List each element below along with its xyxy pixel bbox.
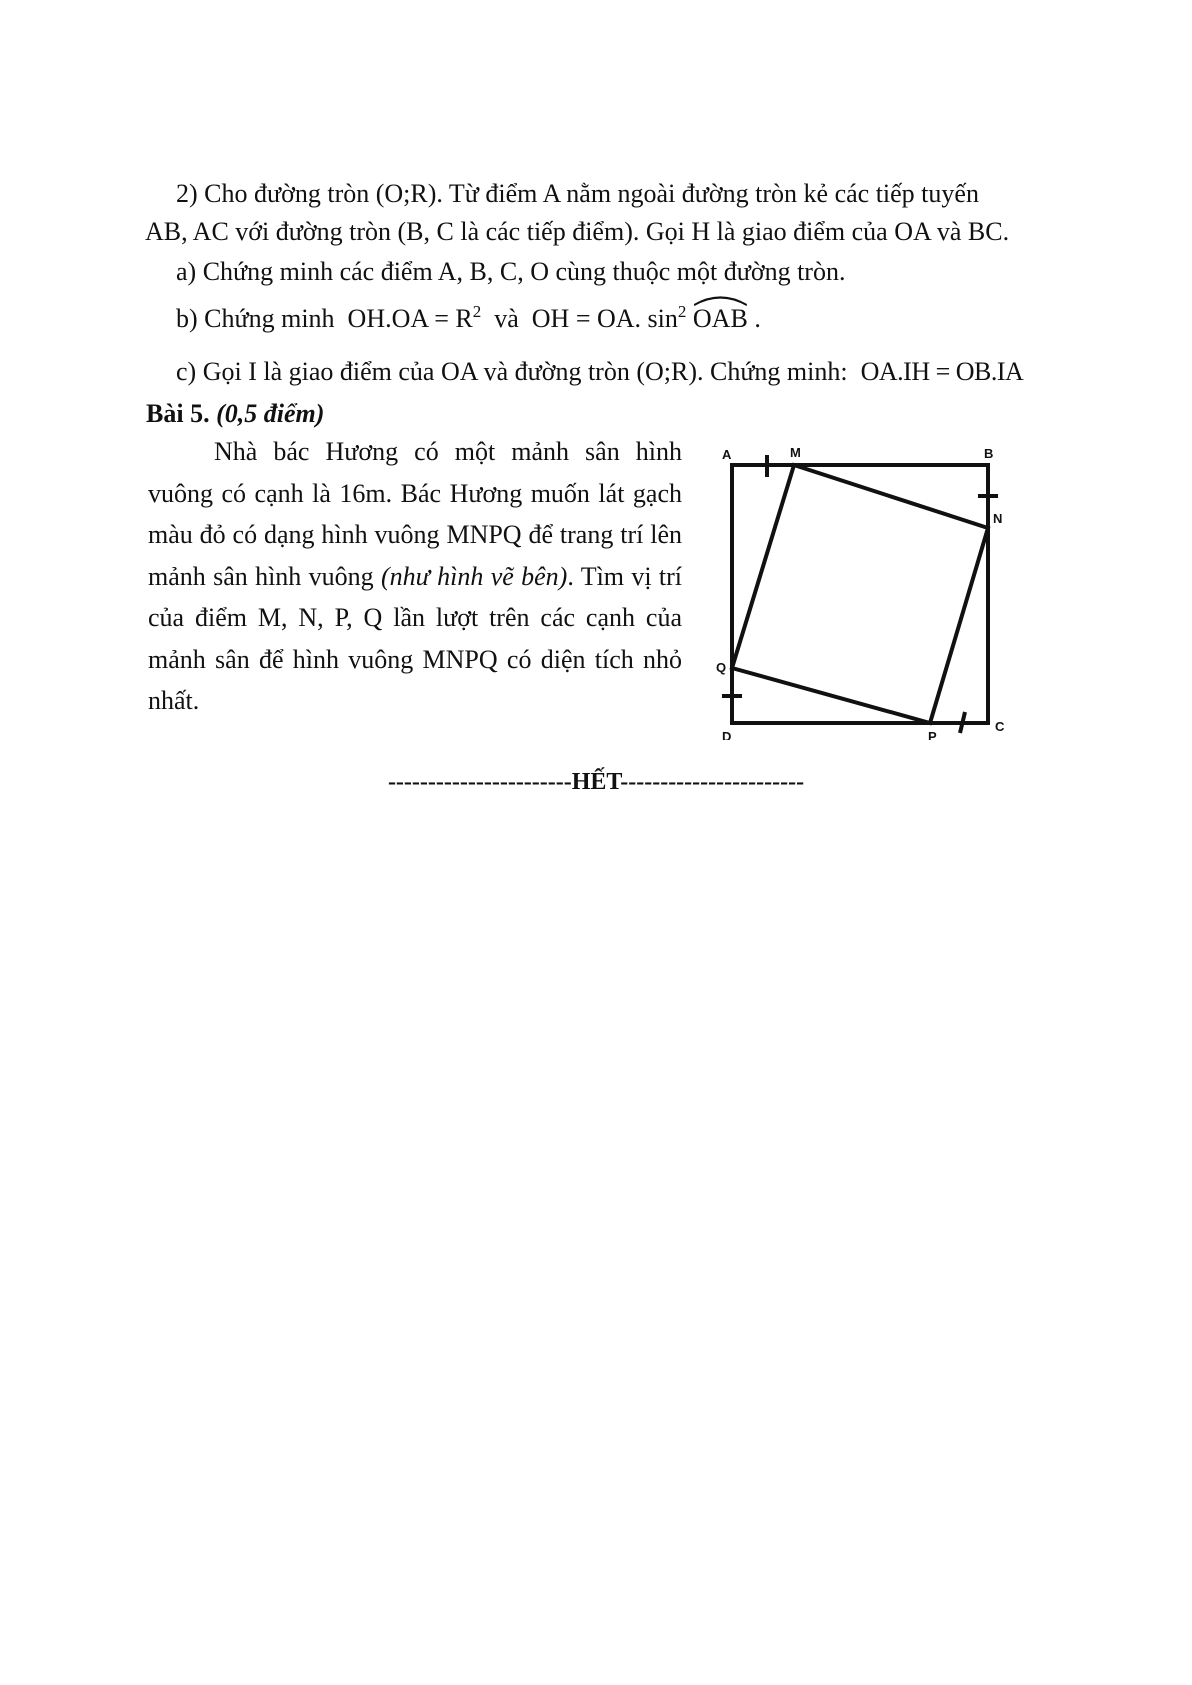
problem2-part-c <box>176 355 1023 389</box>
square-mnpq <box>732 465 988 723</box>
label-p: P <box>928 729 937 740</box>
part-b-eq1-left: OH.OA = R <box>347 304 473 333</box>
problem2-line2: AB, AC với đường tròn (B, C là các tiếp điểm). Gọi H là giao điểm của OA và BC. <box>145 217 1010 246</box>
problem5-body-text: Nhà bác Hương có một mảnh sân hình vuông có cạnh là 16m. Bác Hương muốn lát gạch màu đỏ có dạng hình vuông MNPQ để trang trí lên mảnh sân hình vuông <box>148 437 682 591</box>
problem5-title: Bài 5. <box>146 399 210 428</box>
problem5-body-end: . Tìm vị trí của điểm M, N, P, Q lần lượt trên các cạnh của mảnh sân để hình vuông MNPQ có diện tích nhỏ nhất. <box>148 561 683 715</box>
problem5-heading <box>146 397 324 431</box>
problem5-body <box>148 431 682 722</box>
part-b-eq2 <box>532 304 755 333</box>
square-figure <box>708 440 1018 740</box>
label-a: A <box>722 447 732 462</box>
label-c: C <box>995 719 1005 734</box>
problem2-part-a: a) Chứng minh các điểm A, B, C, O cùng thuộc một đường tròn. <box>176 257 846 286</box>
label-d: D <box>722 729 732 740</box>
angle-oab-label: OAB <box>692 304 748 333</box>
square-abcd <box>732 465 988 723</box>
part-b-eq2-left: OH = OA. sin <box>531 304 678 333</box>
part-c-eq: OA.IH = OB.IA <box>860 357 1024 386</box>
part-b-eq1 <box>348 304 482 333</box>
label-m: M <box>790 445 801 460</box>
part-b-prefix: b) Chứng minh <box>176 304 335 333</box>
part-b-eq2-exp: 2 <box>677 302 687 321</box>
problem5-body-italic: (như hình vẽ bên) <box>380 561 568 591</box>
end-marker: -----------------------HẾT----------------------- <box>387 769 805 795</box>
part-b-eq1-exp: 2 <box>472 302 482 321</box>
problem2-part-b <box>176 302 761 336</box>
label-n: N <box>993 511 1003 526</box>
problem2-line1: 2) Cho đường tròn (O;R). Từ điểm A nằm ngoài đường tròn kẻ các tiếp tuyến <box>176 179 979 208</box>
part-b-end: . <box>754 304 761 333</box>
problem5-points: (0,5 điểm) <box>216 399 325 428</box>
label-b: B <box>984 446 994 461</box>
part-c-text: c) Gọi I là giao điểm của OA và đường tròn (O;R). Chứng minh: <box>176 357 848 386</box>
label-q: Q <box>716 660 727 675</box>
angle-arc-mark <box>693 294 748 306</box>
angle-oab <box>693 302 748 336</box>
tick-cp <box>960 712 965 733</box>
part-b-conj: và <box>494 304 519 333</box>
